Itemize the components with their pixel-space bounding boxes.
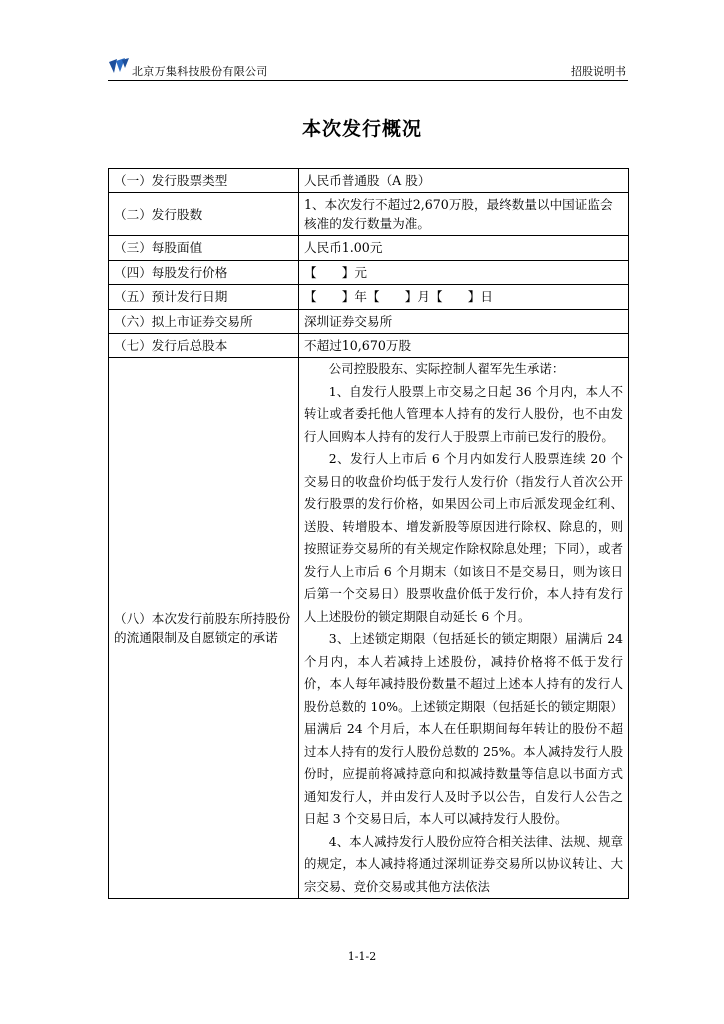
table-row-lockup: [109, 358, 629, 899]
row-value: 1、本次发行不超过2,670万股，最终数量以中国证监会核准的发行数量为准。: [299, 193, 629, 236]
document-type: 招股说明书: [571, 65, 626, 78]
commitment-paragraph: 3、上述锁定期限（包括延长的锁定期限）届满后 24 个月内，本人若减持上述股份，减持价格将不低于发行价，本人每年减持股份数量不超过上述本人持有的发行人股份总数的 10%。上述锁定期限（包括延长的锁定期限）届满后 24 个月后，本人在任职期间每年转让的股份不超过本人持有的发行人股份总数的 25%。本人减持发行人股份时，应提前将减持意向和拟减持数量等信息以书面方式通知发行人，并由发行人及时予以公告，自发行人公告之日起 3 个交易日后，本人可以减持发行人股份。: [304, 631, 623, 827]
row-label: （七）发行后总股本: [109, 334, 299, 358]
row-value: 人民币普通股（A 股）: [299, 169, 629, 193]
commitment-paragraph: 4、本人减持发行人股份应符合相关法律、法规、规章的规定，本人减持将通过深圳证券交易所以协议转让、大宗交易、竞价交易或其他方法依法: [304, 833, 623, 894]
commitment-paragraph: 2、发行人上市后 6 个月内如发行人股票连续 20 个交易日的收盘价均低于发行人发行价（指发行人首次公开发行股票的发行价格，如果因公司上市后派发现金红利、送股、转增股本、增发新股等原因进行除权、除息的，则按照证券交易所的有关规定作除权除息处理；下同），或者发行人上市后 6 个月期末（如该日不是交易日，则为该日后第一个交易日）股票收盘价低于发行价，本人持有发行人上述股份的锁定期限自动延长 6 个月。: [304, 451, 623, 624]
offering-summary-table: [108, 168, 629, 899]
table-row: [109, 260, 629, 284]
table-row: [109, 285, 629, 309]
lockup-commitment: [299, 358, 629, 899]
table-row: [109, 236, 629, 260]
lockup-label: （八）本次发行前股东所持股份的流通限制及自愿锁定的承诺: [109, 358, 299, 899]
row-label: （五）预计发行日期: [109, 285, 299, 309]
row-value: 深圳证券交易所: [299, 309, 629, 333]
page-number: 1-1-2: [347, 950, 377, 963]
row-label: （一）发行股票类型: [109, 169, 299, 193]
row-value: 【 】年【 】月【 】日: [299, 285, 629, 309]
page-title: 本次发行概况: [301, 118, 422, 140]
table-row: [109, 193, 629, 236]
company-name: 北京万集科技股份有限公司: [132, 65, 268, 78]
table-row: [109, 334, 629, 358]
row-value: 【 】元: [299, 260, 629, 284]
commitment-paragraph: 1、自发行人股票上市交易之日起 36 个月内，本人不转让或者委托他人管理本人持有的发行人股份，也不由发行人回购本人持有的发行人于股票上市前已发行的股份。: [304, 383, 623, 444]
row-label: （四）每股发行价格: [109, 260, 299, 284]
table-row: [109, 309, 629, 333]
page-header: [108, 54, 628, 81]
row-label: （三）每股面值: [109, 236, 299, 260]
row-label: （六）拟上市证券交易所: [109, 309, 299, 333]
row-value: 不超过10,670万股: [299, 334, 629, 358]
commitment-intro: 公司控股股东、实际控制人翟军先生承诺：: [328, 361, 565, 377]
table-row: [109, 169, 629, 193]
row-value: 人民币1.00元: [299, 236, 629, 260]
row-label: （二）发行股数: [109, 193, 299, 236]
wanji-logo-icon: [108, 56, 130, 76]
